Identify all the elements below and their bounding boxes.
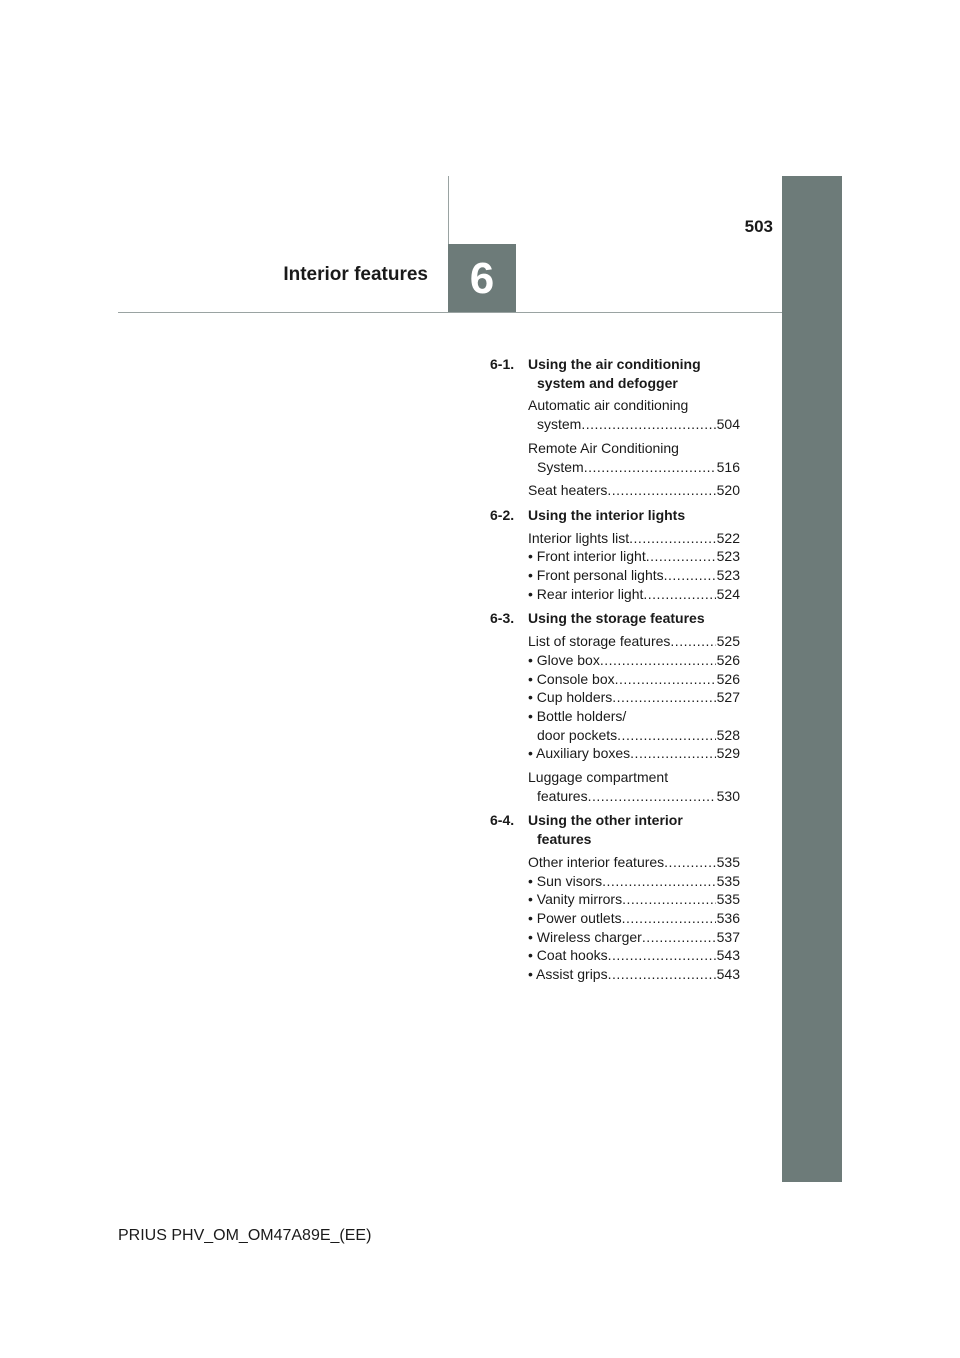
chapter-number-box: 6: [448, 244, 516, 312]
toc-page-number: 525: [716, 633, 740, 650]
toc-entry-label: • Rear interior light: [528, 585, 644, 602]
toc-leader-dots: [607, 481, 715, 500]
toc-page-number: 527: [716, 689, 740, 706]
toc-leader-dots: [629, 529, 715, 548]
toc-entry-label: • Console box: [528, 670, 615, 687]
toc-entry-label: • Bottle holders/: [528, 707, 627, 724]
toc-section-title: system and defogger: [537, 374, 678, 391]
toc-section: [490, 811, 740, 983]
toc-entry[interactable]: [528, 529, 740, 548]
toc-leader-dots: [646, 547, 716, 566]
toc-leader-dots: [581, 415, 715, 434]
toc-leader-dots: [608, 946, 716, 965]
toc-section-title: features: [537, 831, 592, 848]
toc-entry[interactable]: [528, 396, 740, 433]
toc-entry-label: Seat heaters: [528, 482, 608, 499]
chapter-title: Interior features: [283, 264, 428, 285]
toc-section-number: 6-3.: [490, 610, 515, 627]
toc-entry-label: Luggage compartment: [528, 769, 669, 786]
toc-leader-dots: [630, 744, 715, 763]
toc-section-heading[interactable]: [490, 811, 740, 848]
toc-entry-label: • Glove box: [528, 651, 600, 668]
toc-sub-entry[interactable]: [528, 547, 740, 566]
toc-leader-dots: [608, 965, 716, 984]
toc-section-title: Using the storage features: [528, 610, 705, 627]
toc-page-number: 523: [716, 548, 740, 565]
toc-page-number: 536: [716, 909, 740, 926]
toc-page-number: 526: [716, 670, 740, 687]
toc-sub-entry[interactable]: [528, 890, 740, 909]
toc-leader-dots: [664, 566, 716, 585]
toc-page-number: 535: [716, 872, 740, 889]
toc-leader-dots: [622, 890, 716, 909]
toc-leader-dots: [617, 726, 715, 745]
toc-entry[interactable]: [528, 632, 740, 651]
toc-section-heading[interactable]: [490, 355, 740, 392]
toc-entry-label: • Coat hooks: [528, 947, 608, 964]
toc-page-number: 535: [716, 853, 740, 870]
toc-entry-label: • Cup holders: [528, 689, 613, 706]
toc-sub-entry[interactable]: [528, 707, 740, 744]
toc-leader-dots: [664, 853, 715, 872]
toc-sub-entry[interactable]: [528, 744, 740, 763]
toc-leader-dots: [622, 909, 716, 928]
toc-section-number: 6-1.: [490, 356, 515, 372]
toc-entry[interactable]: [528, 768, 740, 805]
toc-page-number: 537: [716, 928, 740, 945]
toc-entry-label: • Front personal lights: [528, 567, 664, 584]
toc-leader-dots: [615, 670, 716, 689]
toc-entry-label: Remote Air Conditioning: [528, 439, 679, 456]
toc-page-number: 526: [716, 651, 740, 668]
toc-entry-label: • Vanity mirrors: [528, 891, 623, 908]
toc-page-number: 523: [716, 567, 740, 584]
toc-page-number: 543: [716, 947, 740, 964]
toc-page-number: 535: [716, 891, 740, 908]
toc-entry[interactable]: [528, 481, 740, 500]
toc-page-number: 516: [716, 458, 740, 475]
toc-entry-label: features: [537, 787, 588, 804]
toc-entry-label: • Sun visors: [528, 872, 603, 889]
toc-entry-label: system: [537, 416, 582, 433]
toc-leader-dots: [612, 688, 715, 707]
toc-leader-dots: [584, 458, 716, 477]
toc-section-number: 6-4.: [490, 812, 515, 829]
toc-leader-dots: [600, 651, 716, 670]
toc-sub-entry[interactable]: [528, 670, 740, 689]
toc-leader-dots: [602, 872, 715, 891]
toc-sub-entry[interactable]: [528, 928, 740, 947]
toc-section-title: Using the air conditioning: [528, 356, 701, 372]
table-of-contents: [490, 355, 740, 984]
toc-entry-label: Other interior features: [528, 853, 665, 870]
toc-page-number: 530: [716, 787, 740, 804]
toc-page-number: 528: [716, 726, 740, 743]
toc-entry[interactable]: [528, 853, 740, 872]
toc-sub-entry[interactable]: [528, 872, 740, 891]
toc-entry-label: System: [537, 458, 584, 475]
toc-sub-entry[interactable]: [528, 946, 740, 965]
footer-document-code: PRIUS PHV_OM_OM47A89E_(EE): [118, 1227, 372, 1244]
toc-leader-dots: [670, 632, 715, 651]
toc-page-number: 529: [716, 745, 740, 762]
toc-sub-entry[interactable]: [528, 566, 740, 585]
toc-entry-label: • Assist grips: [528, 966, 608, 983]
toc-entry-label: • Power outlets: [528, 909, 622, 926]
toc-entry[interactable]: [528, 439, 740, 476]
toc-section: [490, 609, 740, 805]
toc-entry-label: Interior lights list: [528, 529, 630, 546]
toc-section-title: Using the other interior: [528, 812, 683, 829]
toc-page-number: 504: [716, 416, 740, 433]
toc-sub-entry[interactable]: [528, 651, 740, 670]
toc-entry-label: List of storage features: [528, 633, 671, 650]
toc-entry-label: • Auxiliary boxes: [528, 745, 631, 762]
page-number: 503: [744, 217, 773, 236]
toc-page-number: 520: [716, 482, 740, 499]
header-vertical-rule: [448, 176, 449, 244]
chapter-side-tab: [782, 176, 842, 1182]
toc-section-title: Using the interior lights: [528, 506, 686, 523]
toc-sub-entry[interactable]: [528, 909, 740, 928]
toc-section-heading[interactable]: [490, 609, 740, 628]
toc-section: [490, 355, 740, 500]
toc-section: [490, 506, 740, 604]
toc-leader-dots: [642, 928, 716, 947]
toc-page-number: 522: [716, 529, 740, 546]
toc-sub-entry[interactable]: [528, 688, 740, 707]
toc-section-number: 6-2.: [490, 506, 515, 523]
toc-sub-entry[interactable]: [528, 585, 740, 604]
toc-entry-label: Automatic air conditioning: [528, 397, 689, 414]
toc-entry-label: • Front interior light: [528, 548, 646, 565]
header-horizontal-rule: [118, 312, 782, 313]
toc-page-number: 543: [716, 966, 740, 983]
toc-section-heading[interactable]: [490, 506, 740, 525]
toc-entry-label: door pockets: [537, 726, 618, 743]
toc-sub-entry[interactable]: [528, 965, 740, 984]
toc-page-number: 524: [716, 585, 740, 602]
toc-leader-dots: [643, 585, 715, 604]
toc-leader-dots: [588, 787, 716, 806]
toc-entry-label: • Wireless charger: [528, 928, 642, 945]
